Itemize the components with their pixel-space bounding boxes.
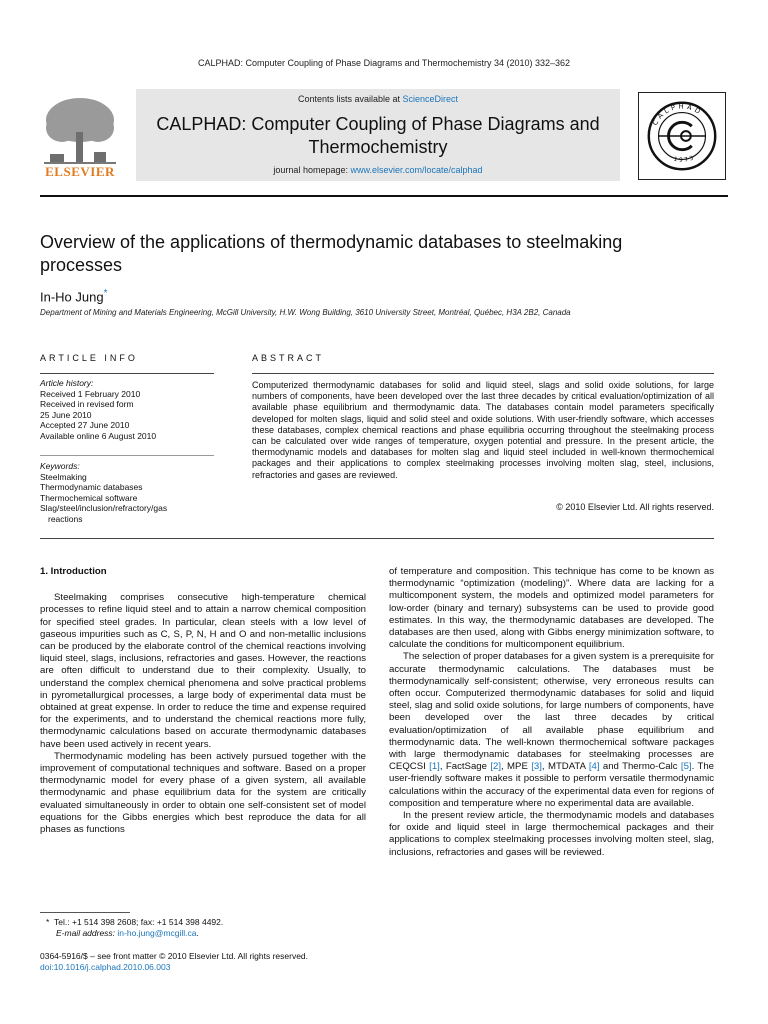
calphad-seal-logo (638, 92, 726, 180)
issn-doi-block (40, 951, 440, 973)
abstract-text: Computerized thermodynamic databases for solid and liquid steel, slags and solid oxide solutions, for large numbers of components, have been developed over the last three decades by critical evaluation/optimization of all available phase equilibrium and thermodynamic data. The databases contain model parameters specifically developed for molten slags, liquid and solid steel and oxide solutions. With user-friendly software, which accesses these databases, complex chemical reactions and phase equilibria occurring throughout the steelmaking process can be calculated over wide ranges of temperature, oxygen potential and pressure. In the present article, the thermodynamic models and databases for molten slag and liquid steel included in well-known thermochemical packages and their applications to complex steelmaking processes involving molten slag, steel, inclusions, refractories and gases are reviewed. (252, 380, 714, 480)
reference-link[interactable]: [5] (680, 761, 692, 773)
author-footnote-mark[interactable]: * (103, 288, 108, 299)
paragraph-text: , FactSage (439, 761, 491, 773)
homepage-prefix: journal homepage: (273, 165, 351, 175)
abstract-rule-top (252, 373, 714, 374)
keywords (40, 461, 214, 524)
paragraph: In the present review article, the thermodynamic models and databases for oxide and liquid steel in large thermochemical packages and their applications to complex steelmaking processes involving molten steel, slag, inclusions, refractories and gases will be reviewed. (389, 810, 714, 858)
paragraph-text: , MTDATA (541, 761, 589, 773)
journal-homepage-link[interactable]: www.elsevier.com/locate/calphad (350, 165, 483, 175)
paragraph: Steelmaking comprises consecutive high-temperature chemical processes to refine liquid steel and to attain a narrow chemical composition for specified steel grades. In particular, clean steels with a low level of gaseous impurities such as C, S, P, N, H and O and non-metallic inclusions can be produced by the elaborate control of the chemical reactions involving liquid steel, slags, inclusions, refractories and gases. However, the reactions are often difficult to understand due to their complexity. Usually, to understand the complex chemical phenomena and solve practical problems in pyrometallurgical processes, a large body of experimental data must be obtained at great expense. In order to reduce the time and expense required for the experiments, and to understand the chemical reactions more fully, thermodynamic calculations based on accurate thermodynamic databases have been used actively in recent years. (40, 592, 366, 750)
abstract-rule-bottom (40, 538, 714, 539)
abstract-label: ABSTRACT (252, 353, 325, 363)
article-title-line2: processes (40, 255, 123, 275)
history-item: Received 1 February 2010 (40, 388, 141, 399)
paragraph-text: , MPE (501, 761, 532, 773)
history-item: 25 June 2010 (40, 409, 92, 420)
footnote-email-label: E-mail address: (56, 928, 118, 938)
paragraph: of temperature and composition. This technique has come to be known as thermodynamic “optimization (modeling)”. Where data are lacking for a multicomponent system, the models and optimized model parameters for low-order (binary and ternary) subsystems can be used to provide good estimates. In this way, the thermodynamic databases are developed. The databases are then used, along with Gibbs energy minimization software, to calculate the conditions for multicomponent equilibrium. (389, 566, 714, 651)
paragraph (389, 651, 714, 810)
history-item: Accepted 27 June 2010 (40, 420, 130, 430)
elsevier-wordmark: ELSEVIER (45, 164, 115, 179)
history-item: Available online 6 August 2010 (40, 430, 157, 441)
paragraph-text: The selection of proper databases for a given system is a prerequisite for accurate thermodynamic calculations. The databases must be thermodynamically self-consistent; otherwise, very erroneous results can often occur. Computerized thermodynamic databases for solid and liquid steel, slag and solid oxide solutions, for large numbers of components, have been developed over the last three decades by critical evaluation/optimization of all available phase equilibrium and thermodynamic data. The well-known thermochemical software packages with large thermodynamic databases for steelmaking processes are CEQCSI (389, 651, 714, 773)
article-history (40, 378, 214, 441)
article-info-label: ARTICLE INFO (40, 353, 138, 363)
keyword-item: Steelmaking (40, 471, 87, 482)
article-title-line1: Overview of the applications of thermodynamic databases to steelmaking (40, 232, 623, 252)
abstract-copyright: © 2010 Elsevier Ltd. All rights reserved. (556, 502, 714, 512)
section-heading-introduction: 1. Introduction (40, 566, 107, 577)
footnote-mark: * (46, 917, 50, 927)
keywords-label: Keywords: (40, 461, 80, 471)
footnote-rule (40, 912, 130, 913)
info-divider (40, 455, 214, 456)
journal-title-line1: CALPHAD: Computer Coupling of Phase Diagrams and (156, 114, 600, 134)
keyword-item: Slag/steel/inclusion/refractory/gas (40, 503, 168, 513)
header-rule (40, 195, 728, 197)
paragraph-text: . The user-friendly software makes it possible to perform versatile thermodynamic calculations within the accuracy of the experimental data even for regions of composition and temperature where no experimental data are available. (389, 761, 714, 809)
issn-line: 0364-5916/$ – see front matter © 2010 Elsevier Ltd. All rights reserved. (40, 951, 309, 961)
doi-link[interactable]: doi:10.1016/j.calphad.2010.06.003 (40, 962, 171, 972)
homepage-line (136, 165, 620, 175)
keyword-item: Thermochemical software (40, 492, 138, 503)
contents-line (136, 94, 620, 104)
running-head: CALPHAD: Computer Coupling of Phase Diagrams and Thermochemistry 34 (2010) 332–362 (197, 58, 571, 68)
author-line (40, 288, 108, 304)
footnote-tel-line (46, 917, 366, 928)
author-name: In-Ho Jung (40, 289, 104, 305)
footnote-tel: Tel.: +1 514 398 2608; fax: +1 514 398 4492. (54, 917, 224, 927)
footnote-email-line (46, 928, 366, 939)
contents-prefix: Contents lists available at (297, 94, 403, 104)
keyword-item: Thermodynamic databases (40, 482, 143, 492)
reference-link[interactable]: [1] (429, 761, 440, 773)
footnote (46, 917, 366, 939)
keyword-item: reactions (48, 513, 83, 524)
reference-link[interactable]: [3] (531, 761, 542, 773)
reference-link[interactable]: [2] (490, 761, 502, 773)
seal-year: 1973 (672, 154, 697, 164)
paragraph-text: and Thermo-Calc (599, 761, 681, 773)
body-left-column (40, 566, 366, 836)
history-item: Received in revised form (40, 399, 134, 409)
article-info-rule (40, 373, 214, 374)
body-right-column (389, 566, 714, 859)
article-title (40, 231, 720, 277)
author-email-link[interactable]: in-ho.jung@mcgill.ca (117, 928, 197, 938)
affiliation: Department of Mining and Materials Engineering, McGill University, H.W. Wong Building, 3610 University Street, Montréal, Québec, H3A 2B2, Canada (40, 308, 571, 317)
history-label: Article history: (40, 378, 94, 388)
footnote-email-end: . (196, 928, 199, 938)
journal-title-line2: Thermochemistry (308, 137, 448, 157)
seal-text: CALPHAD (651, 102, 705, 127)
paragraph: Thermodynamic modeling has been actively pursued together with the improvement of computational techniques and software. Based on a proper thermodynamic model for every phase of a given system, all available thermodynamic and phase equilibrium data for the system are critically evaluated simultaneously in order to obtain one self-consistent set of model equations for the Gibbs energies which best reproduce the data for all phases as functions (40, 750, 366, 836)
journal-title (136, 113, 620, 159)
svg-text:1973 (673, 155, 696, 164)
reference-link[interactable]: [4] (588, 761, 600, 773)
sciencedirect-link[interactable]: ScienceDirect (402, 94, 459, 104)
